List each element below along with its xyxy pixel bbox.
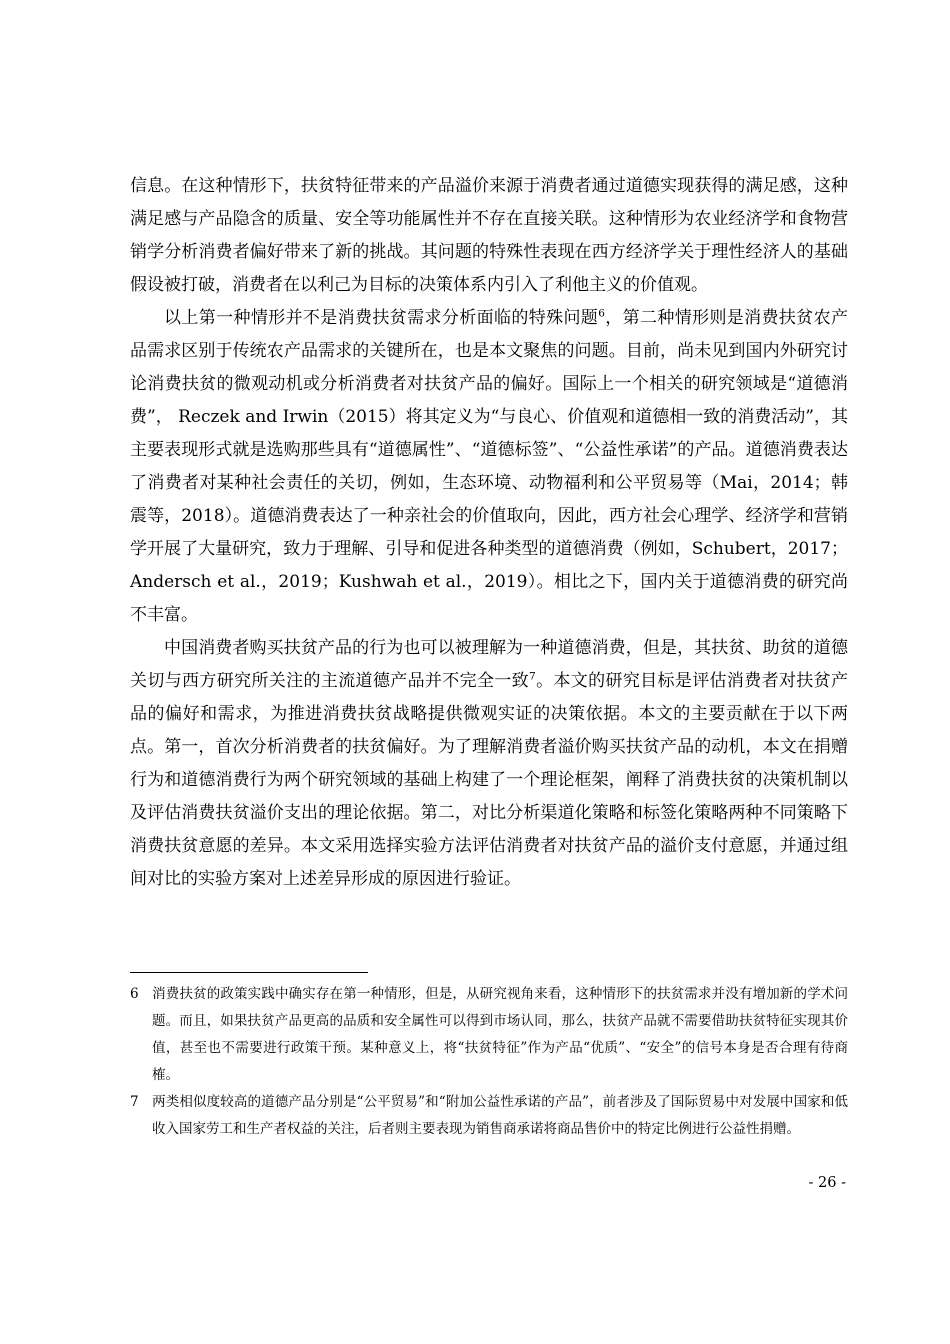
footnote-divider <box>130 972 368 973</box>
footnote: 7 两类相似度较高的道德产品分别是“公平贸易”和“附加公益性承诺的产品”，前者涉及了国际贸易中对发展中国家和低收入国家劳工和生产者权益的关注，后者则主要表现为销售商承诺将商品售价中的特定比例进行公益性捐赠。 <box>130 1089 848 1143</box>
footnote-marker: 6 <box>130 986 139 1002</box>
body-text <box>130 170 848 896</box>
footnote-marker: 7 <box>130 1094 139 1110</box>
body-paragraph: 以上第一种情形并不是消费扶贫需求分析面临的特殊问题$^6$，第二种情形则是消费扶贫农产品需求区别于传统农产品需求的关键所在，也是本文聚焦的问题。目前，尚未见到国内外研究讨论消费扶贫的微观动机或分析消费者对扶贫产品的偏好。国际上一个相关的研究领域是“道德消费”， Reczek and Irwin（2015）将其定义为“与良心、价值观和道德相一致的消费活动”，其主要表现形式就是选购那些具有“道德属性”、“道德标签”、“公益性承诺”的产品。道德消费表达了消费者对某种社会责任的关切，例如，生态环境、动物福利和公平贸易等（Mai，2014；韩震等，2018）。道德消费表达了一种亲社会的价值取向，因此，西方社会心理学、经济学和营销学开展了大量研究，致力于理解、引导和促进各种类型的道德消费（例如，Schubert，2017；Andersch et al.，2019；Kushwah et al.，2019）。相比之下，国内关于道德消费的研究尚不丰富。 <box>130 307 849 625</box>
footnote: 6 消费扶贫的政策实践中确实存在第一种情形，但是，从研究视角来看，这种情形下的扶贫需求并没有增加新的学术问题。而且，如果扶贫产品更高的品质和安全属性可以得到市场认同，那么，扶贫产品就不需要借助扶贫特征实现其价值，甚至也不需要进行政策干预。某种意义上，将“扶贫特征”作为产品“优质”、“安全”的信号本身是否合理有待商榷。 <box>130 981 848 1089</box>
footnote-list <box>130 981 848 1143</box>
footnote-section <box>130 972 848 1143</box>
footnote-reference: 7 <box>529 670 536 683</box>
footnote-reference: 6 <box>598 307 605 320</box>
body-paragraph: 中国消费者购买扶贫产品的行为也可以被理解为一种道德消费，但是，其扶贫、助贫的道德关切与西方研究所关注的主流道德产品并不完全一致$^7$。本文的研究目标是评估消费者对扶贫产品的偏好和需求，为推进消费扶贫战略提供微观实证的决策依据。本文的主要贡献在于以下两点。第一，首次分析消费者的扶贫偏好。为了理解消费者溢价购买扶贫产品的动机，本文在捐赠行为和道德消费行为两个研究领域的基础上构建了一个理论框架，阐释了消费扶贫的决策机制以及评估消费扶贫溢价支出的理论依据。第二，对比分析渠道化策略和标签化策略两种不同策略下消费扶贫意愿的差异。本文采用选择实验方法评估消费者对扶贫产品的溢价支付意愿，并通过组间对比的实验方案对上述差异形成的原因进行验证。 <box>130 638 849 889</box>
body-paragraph: 信息。在这种情形下，扶贫特征带来的产品溢价来源于消费者通过道德实现获得的满足感，这种满足感与产品隐含的质量、安全等功能属性并不存在直接关联。这种情形为农业经济学和食物营销学分析消费者偏好带来了新的挑战。其问题的特殊性表现在西方经济学关于理性经济人的基础假设被打破，消费者在以利己为目标的决策体系内引入了利他主义的价值观。 <box>130 176 848 295</box>
page-number: - 26 - <box>808 1175 846 1191</box>
